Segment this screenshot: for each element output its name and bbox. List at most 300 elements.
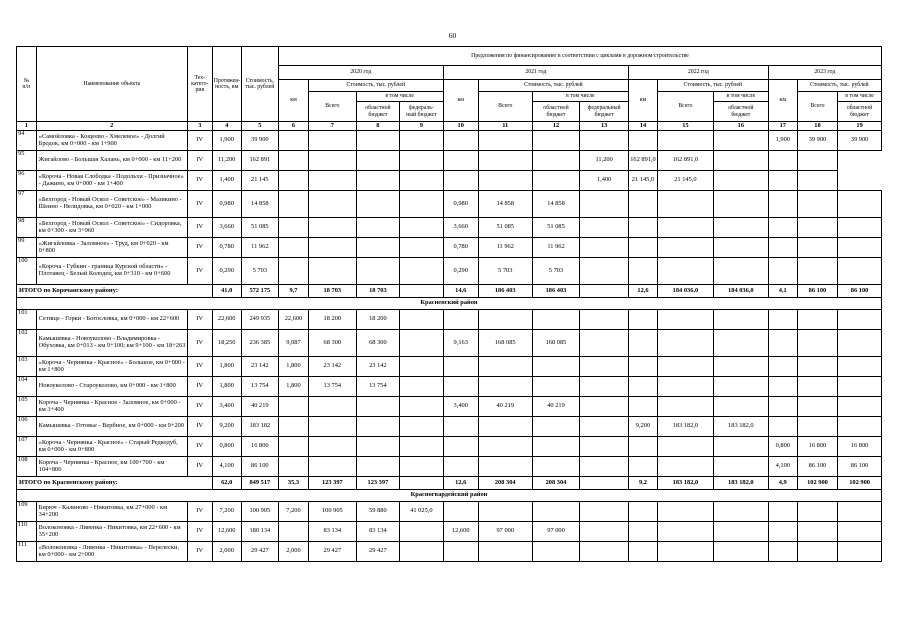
financing-value [628,310,657,330]
header-year-2023: 2023 год [768,66,881,80]
total-length: 41,0 [212,285,241,298]
financing-value: 168 085 [478,330,532,357]
financing-value [657,238,713,258]
financing-value [797,502,837,522]
financing-value: 162 891,0 [628,151,657,171]
financing-value [478,502,532,522]
table-row [17,171,882,191]
financing-value: 68 300 [356,330,399,357]
financing-value [278,522,308,542]
object-name: Камышевка - Новоуколово - Владимировка - Обуховка, км 0+013 - км 9+100; км 9+100 - км 18+263 [36,330,187,357]
financing-value [797,330,837,357]
financing-value [309,417,357,437]
financing-value: 83 134 [356,522,399,542]
financing-value: 97 000 [532,522,580,542]
total-value: 184 036,0 [713,285,768,298]
financing-value: 5 703 [532,258,580,285]
total-row [17,285,882,298]
table-row [17,502,882,522]
financing-value [657,330,713,357]
table-row [17,191,882,218]
header-category: Тех- катего- рия [187,47,212,122]
category: IV [187,457,212,477]
header-cost-2020: Стоимость, тыс. рублей [309,80,444,92]
cost: 183 182 [241,417,278,437]
cost: 249 935 [241,310,278,330]
column-number: 5 [241,122,278,131]
financing-value [309,437,357,457]
financing-value [713,171,768,191]
financing-value [400,417,443,437]
category: IV [187,330,212,357]
financing-value [478,357,532,377]
financing-value [356,417,399,437]
financing-value: 16 800 [797,437,837,457]
cost: 86 100 [241,457,278,477]
financing-value [838,310,882,330]
financing-value [580,522,629,542]
financing-value: 40 219 [532,397,580,417]
financing-value: 40 219 [478,397,532,417]
financing-value: 51 085 [478,218,532,238]
length: 1,400 [212,171,241,191]
financing-value [356,258,399,285]
financing-value [657,457,713,477]
district-row [17,490,882,502]
length: 2,000 [212,542,241,562]
financing-value [838,522,882,542]
total-length: 62,0 [212,477,241,490]
row-number: 95 [17,151,37,171]
financing-value [356,238,399,258]
header-federal-2021: федеральный бюджет [580,102,629,122]
cost: 11 962 [241,238,278,258]
financing-value: 1,800 [278,377,308,397]
financing-value [278,151,308,171]
financing-value [768,218,797,238]
header-total-2021: Всего [478,92,532,122]
row-number: 107 [17,437,37,457]
financing-value [768,171,797,191]
table-row [17,522,882,542]
financing-value [532,151,580,171]
header-year-2021: 2021 год [443,66,628,80]
financing-value [713,397,768,417]
financing-value [580,397,629,417]
financing-value [580,258,629,285]
header-year-2020: 2020 год [278,66,443,80]
financing-value: 97 000 [478,522,532,542]
header-financing: Предложения по финансированию в соответствии с циклами в дорожном строительстве [278,47,881,66]
object-name: «Белгород - Новый Оскол - Советское» - Сидоровка, км 0+300 - км 3+960 [36,218,187,238]
category: IV [187,151,212,171]
financing-value [309,171,357,191]
length: 1,900 [212,131,241,151]
financing-value [657,437,713,457]
column-number: 11 [478,122,532,131]
financing-value [838,397,882,417]
length: 0,780 [212,238,241,258]
financing-value [657,191,713,218]
object-name: «Жигайловка - Заломное» - Труд, км 0+020 - км 0+800 [36,238,187,258]
financing-value [768,542,797,562]
length: 9,200 [212,417,241,437]
table-row [17,457,882,477]
financing-value [478,310,532,330]
financing-value [309,218,357,238]
financing-value: 3,660 [443,218,478,238]
row-number: 111 [17,542,37,562]
financing-value [797,191,837,218]
financing-value: 51 085 [532,218,580,238]
district-title: Красногвардейский район [17,490,882,502]
financing-value [580,310,629,330]
header-regional-2021: областной бюджет [532,102,580,122]
total-cost: 849 517 [241,477,278,490]
financing-value: 39 900 [797,131,837,151]
row-number: 96 [17,171,37,191]
total-value: 183 182,0 [713,477,768,490]
financing-value [838,377,882,397]
financing-value [580,542,629,562]
column-number: 19 [838,122,882,131]
object-name: «Волоконовка - Ливенка - Никитовка» - Перелески, км 0+000 - км 2+000 [36,542,187,562]
row-number: 94 [17,131,37,151]
category: IV [187,310,212,330]
table-row [17,542,882,562]
financing-value: 9,200 [628,417,657,437]
financing-value [657,258,713,285]
financing-value [356,397,399,417]
financing-value [838,542,882,562]
object-name: Волоконовка - Ливенка - Никитовка, км 22+600 - км 35+200 [36,522,187,542]
district-row [17,298,882,310]
header-incl-2023: в том числе [838,92,882,102]
financing-value: 7,200 [278,502,308,522]
financing-value [309,397,357,417]
financing-value: 59 880 [356,502,399,522]
column-number: 7 [309,122,357,131]
financing-value: 0,780 [443,238,478,258]
object-name: «Короча - Губкин - граница Курской области» - Плотавец - Белый Колодец, км 0+310 - км 0+600 [36,258,187,285]
header-km-2023: км [768,80,797,122]
header-km-2020: км [278,80,308,122]
column-number: 8 [356,122,399,131]
financing-value [356,191,399,218]
header-name: Наименование объекта [36,47,187,122]
cost: 162 891 [241,151,278,171]
total-value: 102 900 [838,477,882,490]
total-value: 208 304 [532,477,580,490]
table-row [17,310,882,330]
financing-value [797,310,837,330]
financing-value [628,397,657,417]
financing-value: 23 142 [309,357,357,377]
financing-value [443,417,478,437]
financing-value: 86 100 [797,457,837,477]
financing-value [580,191,629,218]
financing-value [532,357,580,377]
table-row [17,131,882,151]
row-number: 110 [17,522,37,542]
row-number: 99 [17,238,37,258]
header-km-2022: км [628,80,657,122]
financing-value: 11 962 [478,238,532,258]
header-incl-2021: в том числе [532,92,628,102]
financing-value [797,377,837,397]
cost: 29 427 [241,542,278,562]
financing-value [628,502,657,522]
financing-value [356,131,399,151]
header-cost: Стоимость, тыс. рублей [241,47,278,122]
header-km-2021: км [443,80,478,122]
table-row [17,258,882,285]
category: IV [187,131,212,151]
financing-value [838,417,882,437]
header-num: № п/п [17,47,37,122]
financing-value [400,397,443,417]
total-value [580,285,629,298]
financing-value: 13 754 [356,377,399,397]
total-value: 18 703 [356,285,399,298]
financing-value [400,522,443,542]
length: 0,290 [212,258,241,285]
object-name: Бирюч - Калиново - Никитовка, км 27+000 - км 34+200 [36,502,187,522]
column-number: 18 [797,122,837,131]
object-name: Сетище - Горки - Богословка, км 0+000 - км 22+600 [36,310,187,330]
row-number: 104 [17,377,37,397]
financing-value [713,542,768,562]
financing-value [532,457,580,477]
financing-value [580,218,629,238]
financing-value [400,131,443,151]
financing-value: 13 754 [309,377,357,397]
column-number: 1 [17,122,37,131]
row-number: 102 [17,330,37,357]
financing-value [309,191,357,218]
financing-value [797,397,837,417]
financing-value [713,457,768,477]
financing-value [356,437,399,457]
financing-value [580,502,629,522]
category: IV [187,502,212,522]
financing-value [768,357,797,377]
financing-value [400,357,443,377]
financing-value [713,502,768,522]
row-number: 109 [17,502,37,522]
financing-value [443,437,478,457]
financing-value [278,437,308,457]
length: 4,100 [212,457,241,477]
financing-value [713,310,768,330]
total-cost: 572 175 [241,285,278,298]
column-number: 6 [278,122,308,131]
financing-value [838,330,882,357]
row-number: 105 [17,397,37,417]
object-name: «Белгород - Новый Оскол - Советское» - Мазикино - Шеино - Нелидовка, км 0+020 - км 1+000 [36,191,187,218]
financing-value [797,171,837,191]
financing-value [443,310,478,330]
category: IV [187,437,212,457]
category: IV [187,171,212,191]
financing-value [797,151,837,171]
financing-value [797,542,837,562]
financing-value: 11 962 [532,238,580,258]
category: IV [187,522,212,542]
cost: 14 858 [241,191,278,218]
financing-value [356,457,399,477]
object-name: Жигайлово - Большая Халань, км 0+000 - км 11+200 [36,151,187,171]
length: 1,800 [212,377,241,397]
financing-value [713,131,768,151]
financing-value [443,131,478,151]
financing-value [838,238,882,258]
financing-value [628,131,657,151]
cost: 39 900 [241,131,278,151]
financing-value [657,542,713,562]
financing-value [628,542,657,562]
total-value: 35,3 [278,477,308,490]
financing-value [278,191,308,218]
header-incl-2020: в том числе [356,92,443,102]
category: IV [187,357,212,377]
total-label: ИТОГО по Корочанскому району: [17,285,213,298]
financing-value [657,377,713,397]
category: IV [187,218,212,238]
financing-value: 4,100 [768,457,797,477]
financing-value [713,151,768,171]
row-number: 100 [17,258,37,285]
column-number: 14 [628,122,657,131]
financing-value [356,171,399,191]
header-total-2023: Всего [797,92,837,122]
financing-value: 68 300 [309,330,357,357]
financing-value [797,258,837,285]
financing-value [532,417,580,437]
financing-value [278,238,308,258]
financing-value: 0,980 [443,191,478,218]
financing-value [532,437,580,457]
object-name: Короча - Чернянка - Красное, км 100+700 - км 104+800 [36,457,187,477]
financing-value [713,191,768,218]
object-name: Короча - Чернянка - Красное - Заломное, км 0+000 - км 3+400 [36,397,187,417]
length: 0,800 [212,437,241,457]
table-row [17,437,882,457]
financing-value [713,437,768,457]
financing-value [713,258,768,285]
column-number: 13 [580,122,629,131]
financing-value: 9,087 [278,330,308,357]
financing-value [532,502,580,522]
header-length: Протяжен- ность, км [212,47,241,122]
financing-value: 18 200 [309,310,357,330]
header-regional-2023: областной бюджет [838,102,882,122]
table-row [17,417,882,437]
financing-value [838,218,882,238]
financing-value: 83 134 [309,522,357,542]
total-value: 186 403 [532,285,580,298]
financing-value [628,522,657,542]
total-value: 184 036,0 [657,285,713,298]
financing-value [713,377,768,397]
financing-value [838,258,882,285]
category: IV [187,377,212,397]
financing-value [838,191,882,218]
financing-value [400,437,443,457]
financing-value [356,218,399,238]
financing-value [478,542,532,562]
financing-value: 9,163 [443,330,478,357]
financing-value [768,377,797,397]
object-name: Новоуколово - Староуколово, км 0+000 - км 1+800 [36,377,187,397]
total-value [400,285,443,298]
financing-value [400,310,443,330]
object-name: «Короча - Новая Слободка - Подольхи - Призначное» - Дажино, км 0+000 - км 1+400 [36,171,187,191]
financing-value: 16 800 [838,437,882,457]
financing-value [356,151,399,171]
financing-value [580,131,629,151]
financing-value [768,310,797,330]
district-title: Красненский район [17,298,882,310]
cost: 180 134 [241,522,278,542]
category: IV [187,238,212,258]
financing-value [713,357,768,377]
financing-value [657,310,713,330]
financing-value [309,151,357,171]
financing-value [443,357,478,377]
cost: 51 085 [241,218,278,238]
financing-value: 22,600 [278,310,308,330]
table-row [17,377,882,397]
financing-value [768,330,797,357]
total-value: 4,9 [768,477,797,490]
column-number: 17 [768,122,797,131]
cost: 100 905 [241,502,278,522]
column-number: 2 [36,122,187,131]
financing-value: 0,290 [443,258,478,285]
category: IV [187,191,212,218]
header-total-2020: Всего [309,92,357,122]
financing-value: 100 905 [309,502,357,522]
financing-value [278,131,308,151]
length: 0,980 [212,191,241,218]
financing-value [628,191,657,218]
cost: 16 800 [241,437,278,457]
total-value: 86 100 [838,285,882,298]
row-number: 106 [17,417,37,437]
table-row [17,151,882,171]
total-value: 9,7 [278,285,308,298]
object-name: «Короча - Чернянка - Красное» - Большое, км 0+000 - км 1+800 [36,357,187,377]
financing-value [797,522,837,542]
financing-value [400,151,443,171]
financing-value [400,542,443,562]
financing-value: 14 858 [478,191,532,218]
financing-value [768,258,797,285]
row-number: 103 [17,357,37,377]
total-value: 12,6 [628,285,657,298]
object-name: Камышевка - Готовье - Вербное, км 0+000 - км 9+200 [36,417,187,437]
financing-value [768,238,797,258]
financing-value [713,330,768,357]
total-value: 9,2 [628,477,657,490]
financing-value [657,502,713,522]
financing-value [532,377,580,397]
financing-value: 29 427 [356,542,399,562]
row-number: 97 [17,191,37,218]
column-number: 12 [532,122,580,131]
header-total-2022: Всего [657,92,713,122]
